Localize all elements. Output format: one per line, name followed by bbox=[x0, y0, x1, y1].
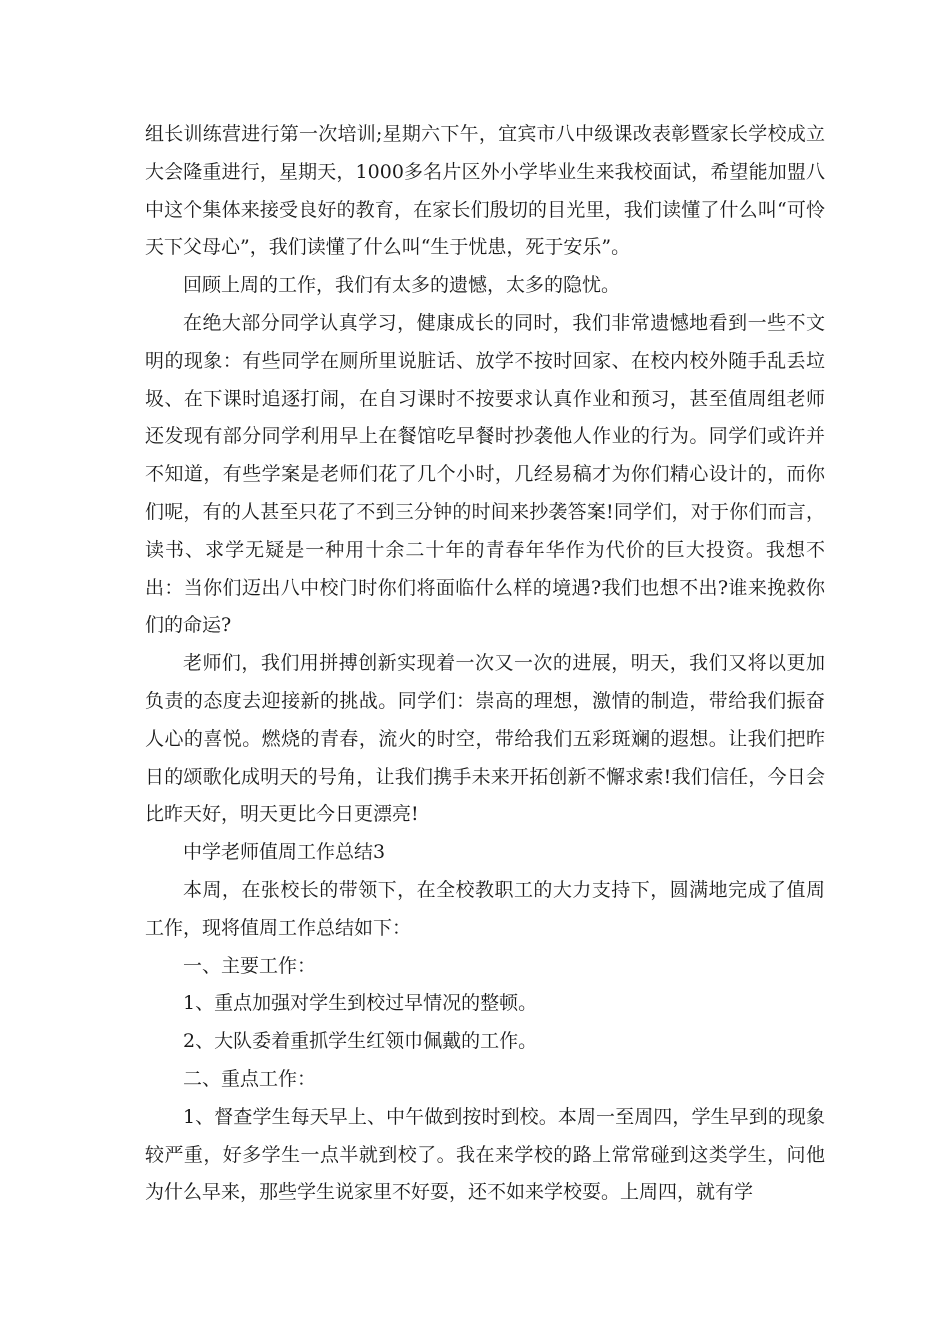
section-heading: 中学老师值周工作总结3 bbox=[183, 841, 386, 864]
subheading: 二、重点工作： bbox=[183, 1067, 317, 1090]
paragraph: 回顾上周的工作，我们有太多的遗憾，太多的隐忧。 bbox=[183, 274, 621, 297]
paragraph: 老师们，我们用拼搏创新实现着一次又一次的进展，明天，我们又将以更加负责的态度去迎接新的挑战。同学们：崇高的理想，激情的制造，带给我们振奋人心的喜悦。燃烧的青春，流火的时空，带给我们五彩斑斓的遐想。让我们把昨日的颂歌化成明天的号角，让我们携手未来开拓创新不懈求索!我们信任，今日会比昨天好，明天更比今日更漂亮! bbox=[145, 652, 825, 826]
list-item: 1、重点加强对学生到校过早情况的整顿。 bbox=[183, 992, 538, 1015]
paragraph: 本周，在张校长的带领下，在全校教职工的大力支持下，圆满地完成了值周工作，现将值周工作总结如下： bbox=[145, 878, 825, 939]
list-item: 2、大队委着重抓学生红领巾佩戴的工作。 bbox=[183, 1030, 538, 1053]
paragraph: 在绝大部分同学认真学习，健康成长的同时，我们非常遗憾地看到一些不文明的现象：有些同学在厕所里说脏话、放学不按时回家、在校内校外随手乱丢垃圾、在下课时追逐打闹，在自习课时不按要求认真作业和预习，甚至值周组老师还发现有部分同学利用早上在餐馆吃早餐时抄袭他人作业的行为。同学们或许并不知道，有些学案是老师们花了几个小时，几经易稿才为你们精心设计的，而你们呢，有的人甚至只花了不到三分钟的时间来抄袭答案!同学们，对于你们而言，读书、求学无疑是一种用十余二十年的青春年华作为代价的巨大投资。我想不出：当你们迈出八中校门时你们将面临什么样的境遇?我们也想不出?谁来挽救你们的命运? bbox=[145, 311, 825, 637]
list-item: 1、督查学生每天早上、中午做到按时到校。本周一至周四，学生早到的现象较严重，好多学生一点半就到校了。我在来学校的路上常常碰到这类学生，问他为什么早来，那些学生说家里不好耍，还不如来学校耍。上周四，就有学 bbox=[145, 1105, 825, 1204]
document-body bbox=[145, 116, 825, 1212]
paragraph: 组长训练营进行第一次培训;星期六下午，宜宾市八中级课改表彰暨家长学校成立大会隆重进行，星期天，1000多名片区外小学毕业生来我校面试，希望能加盟八中这个集体来接受良好的教育，在家长们殷切的目光里，我们读懂了什么叫“可怜天下父母心”，我们读懂了什么叫“生于忧患，死于安乐”。 bbox=[145, 123, 825, 259]
subheading: 一、主要工作： bbox=[183, 954, 317, 977]
